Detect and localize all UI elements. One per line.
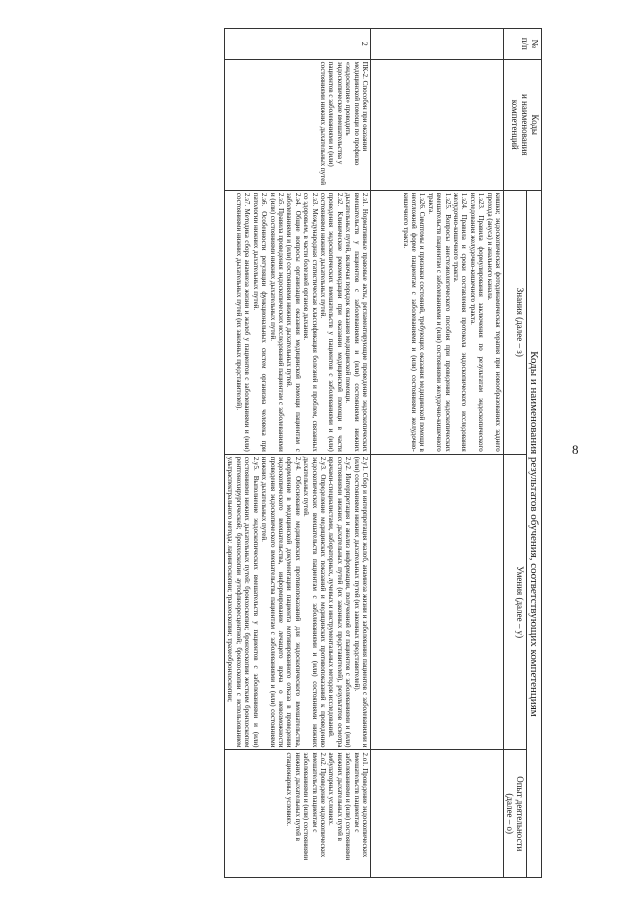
experience-item: 2.о2. Проведение эндоскопических вмешательств пациентам с заболеваниями и (или) состояниями нижних дыхательных путей в стационарных условиях. (285, 752, 327, 861)
knowledge-item: 2.з6. Особенности регуляции функциональных систем организма человека при патологии нижних дыхательных путей. (251, 192, 269, 452)
knowledge-item: кишки; эндоскопическая фотодинамическая терапия при новообразованиях заднего прохода (ануса) и анального канала. (485, 192, 502, 452)
knowledge-item: 2.з1. Нормативные правовые акты, регламентирующие проведение эндоскопических вмешательств у пациентов с заболеваниями и (или) состояниями нижних дыхательных путей, включая порядок оказания медицинской помощи. (344, 192, 369, 452)
knowledge-item: 2.з3. Международная статистическая классификация болезней и проблем, связанных со здоровьем, в части болезней органов дыхания. (302, 192, 319, 452)
knowledge-cell (225, 190, 371, 454)
header-skills: Умения (далее – у) (504, 454, 527, 750)
table-row (371, 29, 504, 878)
knowledge-item: 1.з24. Правила и сроки составления протокола эндоскопического исследования желудочно-кишечного тракта. (451, 192, 469, 452)
competence-table (224, 28, 542, 878)
knowledge-item: 2.з5. Правила проведения эндоскопических исследований пациентам с заболеваниями и (или) состояниями нижних дыхательных путей. (268, 192, 285, 452)
page-number: 8 (572, 442, 579, 457)
skills-cell (225, 454, 371, 750)
competence-cell: ПК-2. Способен при оказании медицинской помощи по профилю «эндоскопия» проводить эндоскопические вмешательства у пациентов с заболеваниями и (или) состояниями нижних дыхательных путей (225, 59, 371, 190)
skill-item: 2.у1. Сбор и интерпретация жалоб, анамнеза жизни и заболевания пациентов с заболеваниями и (или) состояниями нижних дыхательных путей (их законных представителей). (352, 456, 369, 748)
header-codes: Коды и наименования компетенций (504, 59, 542, 190)
knowledge-item: 2.з2. Клинические рекомендации при оказании медицинской помощи в части проведения эндоскопических вмешательств у пациентов с заболеваниями и (или) состояниями нижних дыхательных путей. (318, 192, 344, 452)
experience-cell (371, 750, 504, 878)
row-number (371, 29, 504, 60)
knowledge-item: 1.з25. Вопросы анестезиологического пособия при проведении эндоскопических вмешательств пациентам с заболеваниями и (или) состояниями желудочно-кишечного тракта. (426, 192, 452, 452)
header-knowledge: Знания (далее – з) (504, 190, 527, 454)
skill-item: 2.у5. Выполнение эндоскопических вмешательств у пациентов с заболеваниями и (или) состояниями нижних дыхательных путей: бронхоскопии; бронхоскопии жестким бронхоскопом рентгенохирургической; бронхоскопии аутофлюоресцентной; бронхоскопии с использованием ультраспектрального метода; ларингоскопии; трахеоскопии; трахеобронхоскопии; (226, 456, 260, 748)
skill-item: 2.у2. Интерпретация и анализ информации, полученной от пациентов с заболеваниями и (или) состояниями нижних дыхательных путей (их законных представителей), результатов осмотра врачами-специалистами, лабораторных, лучевых и инструментальных методов исследований. (327, 456, 353, 748)
header-group: Коды и наименования результатов обучения, соответствующих компетенциям (527, 190, 542, 877)
experience-cell (225, 750, 371, 878)
table-row (225, 29, 371, 878)
row-number: 2 (225, 29, 371, 60)
knowledge-item: 1.з23. Правила формулирования заключения по результатам эндоскопического исследования желудочно-кишечного тракта. (468, 192, 486, 452)
skills-cell (371, 454, 504, 750)
knowledge-cell (371, 190, 504, 454)
knowledge-item: 2.з4. Общие вопросы организации оказания медицинской помощи пациентам с заболеваниями и (или) состояниями нижних дыхательных путей. (285, 192, 302, 452)
experience-item: 2.о1. Проведение эндоскопических вмешательств пациентам с заболеваниями и (или) состояниями нижних дыхательных путей в амбулаторных условиях. (327, 752, 369, 861)
skill-item: 2.у3. Определение медицинских показаний и медицинских противопоказаний к проведению эндоскопических вмешательств пациентам с заболеваниями и (или) состояниями нижних дыхательных путей. (302, 456, 327, 748)
knowledge-item: 2.з7. Методика сбора анамнеза жизни и жалоб у пациентов с заболеваниями и (или) состояниями нижних дыхательных путей (их законных представителей). (234, 192, 252, 452)
header-experience: Опыт деятельности (далее – о) (504, 750, 527, 878)
skill-item: 2.у4. Обоснование медицинских противопоказаний для эндоскопического вмешательства, оформление в медицинской документации пациента мотивированного отказа в проведении эндоскопического вмешательства, информирование лечащего врача о невозможности проведения эндоскопического вмешательства пациентам с заболеваниями и (или) состояниями нижних дыхательных путей. (260, 456, 302, 748)
competence-cell (371, 59, 504, 190)
document-page-rotated (52, 28, 542, 878)
header-num: № п/п (504, 29, 542, 60)
knowledge-item: 1.з26. Симптомы и признаки состояний, требующих оказания медицинской помощи в неотложной форме пациентам с заболеваниями и (или) состояниями желудочно-кишечного тракта. (401, 192, 427, 452)
